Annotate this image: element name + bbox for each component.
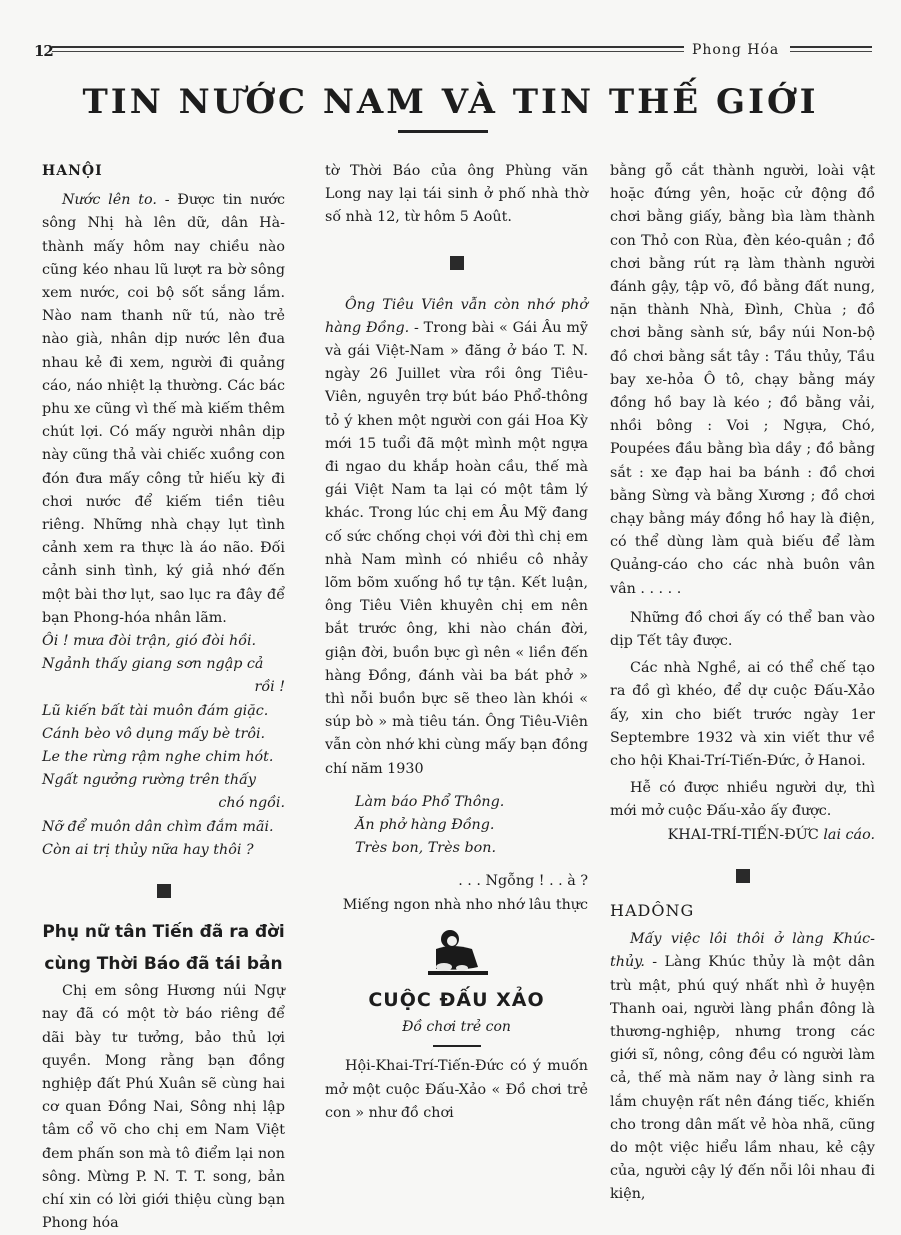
exclamation: . . . Ngỗng ! . . à ? <box>458 873 588 890</box>
section-ornament <box>736 869 750 883</box>
contest-signature <box>610 824 875 847</box>
article-tieu-vien <box>325 294 588 781</box>
seated-figure-illustration <box>422 927 492 979</box>
article-lead: Nước lên to. <box>62 192 157 209</box>
section-heading-hanoi: HANỘI <box>42 163 103 179</box>
article-nuoc-len-to <box>42 189 285 630</box>
verse <box>355 791 588 861</box>
signature-suffix: lai cáo. <box>818 826 875 843</box>
poem-line: Ngất ngưởng rường trên thấy <box>42 772 256 789</box>
header-rule <box>52 51 684 52</box>
section-ornament <box>157 884 171 898</box>
poem-line: Còn ai trị thủy nữa hay thôi ? <box>42 841 254 858</box>
article-body: - Được tin nước sông Nhị hà lên dữ, dân Hà-thành mấy hôm nay chiều nào cũng kéo nhau lũ lượt ra bờ sông xem nước, coi bộ sốt sắng lắm. Nào nam thanh nữ tú, nào trẻ nào già, nhân dịp nước lên đua nhau kẻ đi xem, người đi quảng cáo, náo nhiệt lạ thường. Các bác phu xe cũng vì thế mà kiếm thêm chút lợi. Có mấy người nhân dịp này cũng thả vài chiếc xuồng con đón đưa mấy công tử hiếu kỳ đi chơi nước để kiếm tiền tiêu riêng. Những nhà chạy lụt tình cảnh xem ra thực là áo não. Đối cảnh sinh tình, ký giả nhớ đến một bài thơ lụt, sao lục ra đây để bạn Phong-hóa nhân lãm. <box>42 192 285 626</box>
page-header <box>30 40 870 60</box>
poem-line: Cánh bèo vô dụng mấy bè trôi. <box>42 725 266 742</box>
article-lead: Mấy việc lôi thôi ở làng Khúc-thủy. <box>610 931 875 971</box>
poem-line: rồi ! <box>254 679 285 696</box>
header-rule <box>52 46 684 48</box>
article-body: - Làng Khúc thủy là một dân trù mật, phú quý nhất nhì ở huyện Thanh oai, người làng phần đông là thương-nghiệp, nhưng trong các giới sĩ, nông, công đều có người làm cả, thế mà năm nay ở làng sinh ra lắm chuyện rất nên đáng tiếc, khiến cho trong dân mất vẻ hòa nhã, cũng do một việc hiểu lầm nhau, kẻ cậy của, người cậy lý đến nỗi lôi nhau đi kiện, <box>610 954 875 1203</box>
contest-subtitle: Đồ chơi trẻ con <box>402 1019 511 1036</box>
verse-line: Ăn phở hàng Đồng. <box>355 817 495 834</box>
article-khuc-thuy <box>610 928 875 1206</box>
contest-continuation: bằng gỗ cắt thành người, loài vật hoặc đứng yên, hoặc cử động đồ chơi bằng giấy, bằng bìa làm thành con Thỏ con Rùa, đèn kéo-quân ; đồ chơi bằng rút rạ làm thành người đánh gậy, tập võ, đồ bằng đất nung, nặn thành Nhà, Đình, Chùa ; đồ chơi bằng sành sứ, bầy núi Non-bộ đồ chơi bằng sắt tây : Tầu thủy, Tầu bay xe-hỏa Ô tô, chạy bằng máy đồng hồ bay là kéo ; đồ bằng vải, nhồi bông : Voi ; Ngựa, Chó, Poupées đầu bằng bìa dầy ; đồ bằng sắt : xe đạp hai ba bánh : đồ chơi bằng Sừng và bằng Xương ; đồ chơi chạy bằng máy đồng hồ hay là điện, có thể dùng làm quà biếu để làm Quảng-cáo cho các nhà buôn vân vân . . . . . <box>610 163 875 597</box>
verse-line: Làm báo Phổ Thông. <box>355 793 505 810</box>
article-continuation: tờ Thời Báo của ông Phùng văn Long nay lại tái sinh ở phố nhà thờ số nhà 12, từ hôm 5 Août. <box>325 163 588 226</box>
poem-line: Lũ kiến bất tài muôn đám giặc. <box>42 702 269 719</box>
signature-name: KHAI-TRÍ-TIẾN-ĐỨC <box>667 826 819 843</box>
poem-line: Nỡ để muôn dân chìm đắm mãi. <box>42 818 274 835</box>
article-phu-nu-tan-tien: Chị em sông Hương núi Ngự nay đã có một tờ báo riêng để dãi bày tư tưởng, bảo thủ lợi quyền. Mong rằng bạn đồng nghiệp đất Phú Xuân sẽ cùng hai cơ quan Đồng Nai, Sông nhị lập tâm cổ võ cho chị em Nam Việt đem phấn son mà tô điểm lại non sông. Mừng P. N. T. T. song, bản chí xin có lời giới thiệu cùng bạn Phong hóa <box>42 983 285 1232</box>
right-column <box>610 160 875 1207</box>
article-title-phu-nu-tan-tien: Phụ nữ tân Tiến đã ra đời cùng Thời Báo đã tái bản <box>42 922 285 975</box>
article-body: - Trong bài « Gái Âu mỹ và gái Việt-Nam » đăng ở báo T. N. ngày 26 Juillet vừa rồi ông Tiêu-Viên, nguyên trợ bút báo Phổ-thông tỏ ý khen một người con gái Hoa Kỳ mới 15 tuổi đã một mình một ngựa đi ngao du khắp hoàn cầu, thế mà gái Việt Nam ta lại có một tâm lý khác. Trong lúc chị em Âu Mỹ đang cố sức chống chọi với đời thì chị em nhà Nam mình có nhiều cô nhảy lõm bõm xuống hồ tự tận. Kết luận, ông Tiêu Viên khuyên chị em nên bắt trước ông, khi nào chán đời, giận đời, buồn bực gì nên « liền đến hàng Đồng, đánh vài ba bát phở » thì nỗi buồn bực sẽ theo làn khói « súp bò » mà tiêu tán. Ông Tiêu-Viên vẫn còn nhớ khi cùng mấy bạn đồng chí năm 1930 <box>325 319 588 777</box>
contest-paragraph: Hễ có được nhiều người dự, thì mới mở cuộc Đấu-xảo ấy được. <box>610 780 875 820</box>
title-underline <box>398 130 488 133</box>
page-title: TIN NƯỚC NAM VÀ TIN THẾ GIỚI <box>82 82 819 122</box>
left-column <box>42 160 285 1235</box>
contest-body: Hội-Khai-Trí-Tiến-Đức có ý muốn mở một cuộc Đấu-Xảo « Đồ chơi trẻ con » như đồ chơi <box>325 1058 588 1121</box>
publication-name: Phong Hóa <box>692 42 780 58</box>
header-rule <box>790 46 872 48</box>
verse-line: Très bon, Très bon. <box>355 840 496 857</box>
closing-line: Miếng ngon nhà nho nhớ lâu thực <box>342 896 588 913</box>
poem-line: chó ngồi. <box>218 795 285 812</box>
flood-poem <box>42 630 285 862</box>
poem-line: Ôi ! mưa đòi trận, gió đòi hồi. <box>42 633 257 650</box>
section-heading-hadong: HADÔNG <box>610 900 695 920</box>
section-ornament <box>450 256 464 270</box>
page-number: 12 <box>34 42 53 60</box>
middle-column <box>325 160 588 1125</box>
article-lead: Ông Tiêu Viên vẫn còn nhớ phở hàng Đồng. <box>325 296 588 336</box>
poem-line: Le the rừng rậm nghe chim hót. <box>42 749 274 766</box>
poem-line: Ngảnh thấy giang sơn ngập cả <box>42 656 264 673</box>
contest-paragraph: Những đồ chơi ấy có thể ban vào dịp Tết tây được. <box>610 609 875 650</box>
contest-rule <box>433 1045 481 1047</box>
contest-title: CUỘC ĐẤU XẢO <box>368 988 545 1011</box>
contest-paragraph: Các nhà Nghề, ai có thể chế tạo ra đồ gì khéo, để dự cuộc Đấu-Xảo ấy, xin cho biết trước ngày 1er Septembre 1932 và xin viết thư về cho hội Khai-Trí-Tiến-Đức, ở Hanoi. <box>610 660 875 770</box>
header-rule <box>790 51 872 52</box>
